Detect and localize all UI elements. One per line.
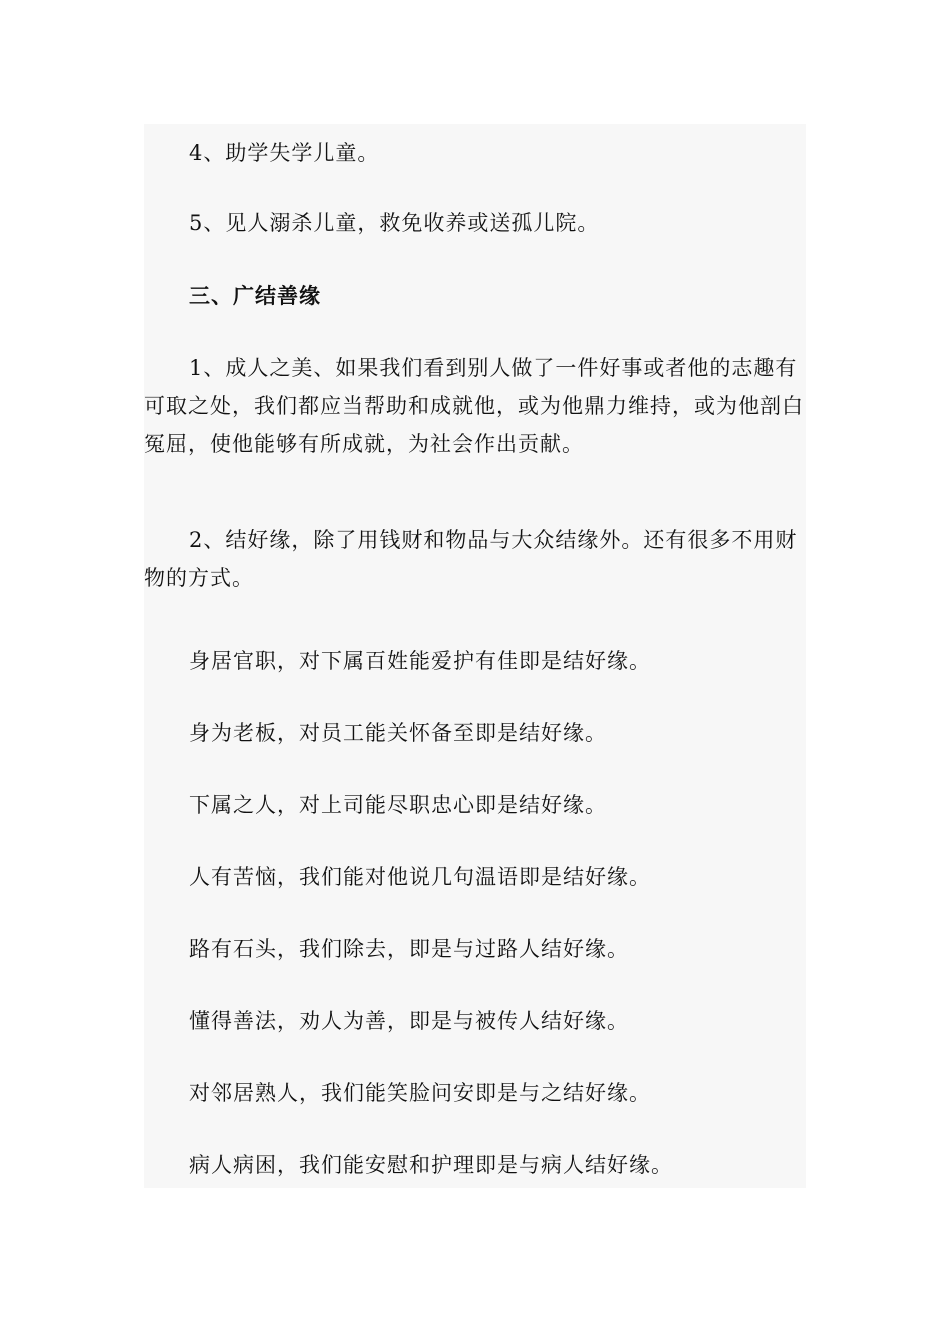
document-body [144,124,806,1188]
paragraph-2: 2、结好缘，除了用钱财和物品与大众结缘外。还有很多不用财物的方式。 [144,528,798,590]
list-item: 身居官职，对下属百姓能爱护有佳即是结好缘。 [189,649,651,673]
list-item-5: 5、见人溺杀儿童，救免收养或送孤儿院。 [189,211,600,235]
list-item: 懂得善法，劝人为善，即是与被传人结好缘。 [189,1009,629,1033]
list-item: 下属之人，对上司能尽职忠心即是结好缘。 [189,793,607,817]
list-item: 身为老板，对员工能关怀备至即是结好缘。 [189,721,607,745]
list-item-4: 4、助学失学儿童。 [189,141,380,165]
list-item: 对邻居熟人，我们能笑脸问安即是与之结好缘。 [189,1081,651,1105]
list-item: 人有苦恼，我们能对他说几句温语即是结好缘。 [189,865,651,889]
list-item: 病人病困，我们能安慰和护理即是与病人结好缘。 [189,1153,673,1177]
paragraph-1: 1、成人之美、如果我们看到别人做了一件好事或者他的志趣有可取之处，我们都应当帮助和成就他，或为他鼎力维持，或为他剖白冤屈，使他能够有所成就，为社会作出贡献。 [144,356,804,456]
list-item: 路有石头，我们除去，即是与过路人结好缘。 [189,937,629,961]
section-heading: 三、广结善缘 [189,283,321,308]
